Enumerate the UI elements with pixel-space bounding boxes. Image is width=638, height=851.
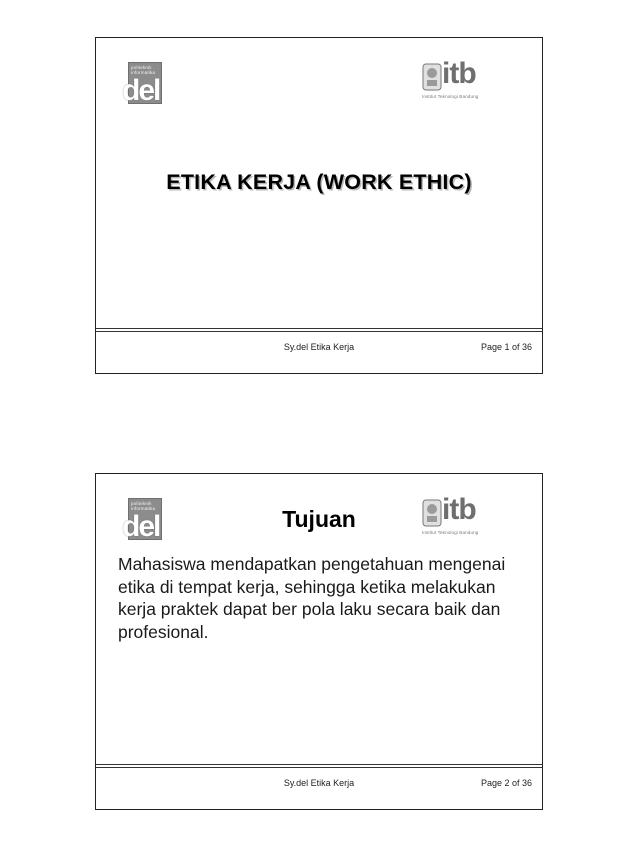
itb-logo-subtitle: Institut Teknologi Bandung [422, 94, 479, 99]
del-logo-tagline: politeknik informatika [131, 501, 156, 511]
footer-divider [96, 764, 542, 768]
itb-logo [422, 57, 518, 106]
page-number: Page 1 of 36 [480, 342, 532, 352]
del-logo-word: del [122, 510, 160, 543]
slide-1 [95, 37, 543, 374]
page-number: Page 2 of 36 [480, 778, 532, 788]
slide-title: Tujuan [282, 506, 356, 532]
itb-seal-icon [422, 63, 442, 91]
slide-2 [95, 473, 543, 810]
footer-label: Sy.del Etika Kerja [283, 342, 355, 352]
footer-label: Sy.del Etika Kerja [283, 778, 355, 788]
del-logo-word: del [122, 74, 160, 107]
slide-title: ETIKA KERJA (WORK ETHIC) [166, 170, 472, 194]
del-logo [122, 62, 166, 106]
footer-divider [96, 328, 542, 332]
itb-logo-mark: itb [442, 493, 476, 526]
itb-logo-subtitle: Institut Teknologi Bandung [422, 530, 479, 535]
del-logo-tagline: politeknik informatika [131, 65, 156, 75]
slide-body-text: Mahasiswa mendapatkan pengetahuan mengenai etika di tempat kerja, sehingga ketika melakukan kerja praktek dapat ber pola laku secara baik dan profesional. [118, 554, 506, 642]
itb-logo-mark: itb [442, 57, 476, 90]
